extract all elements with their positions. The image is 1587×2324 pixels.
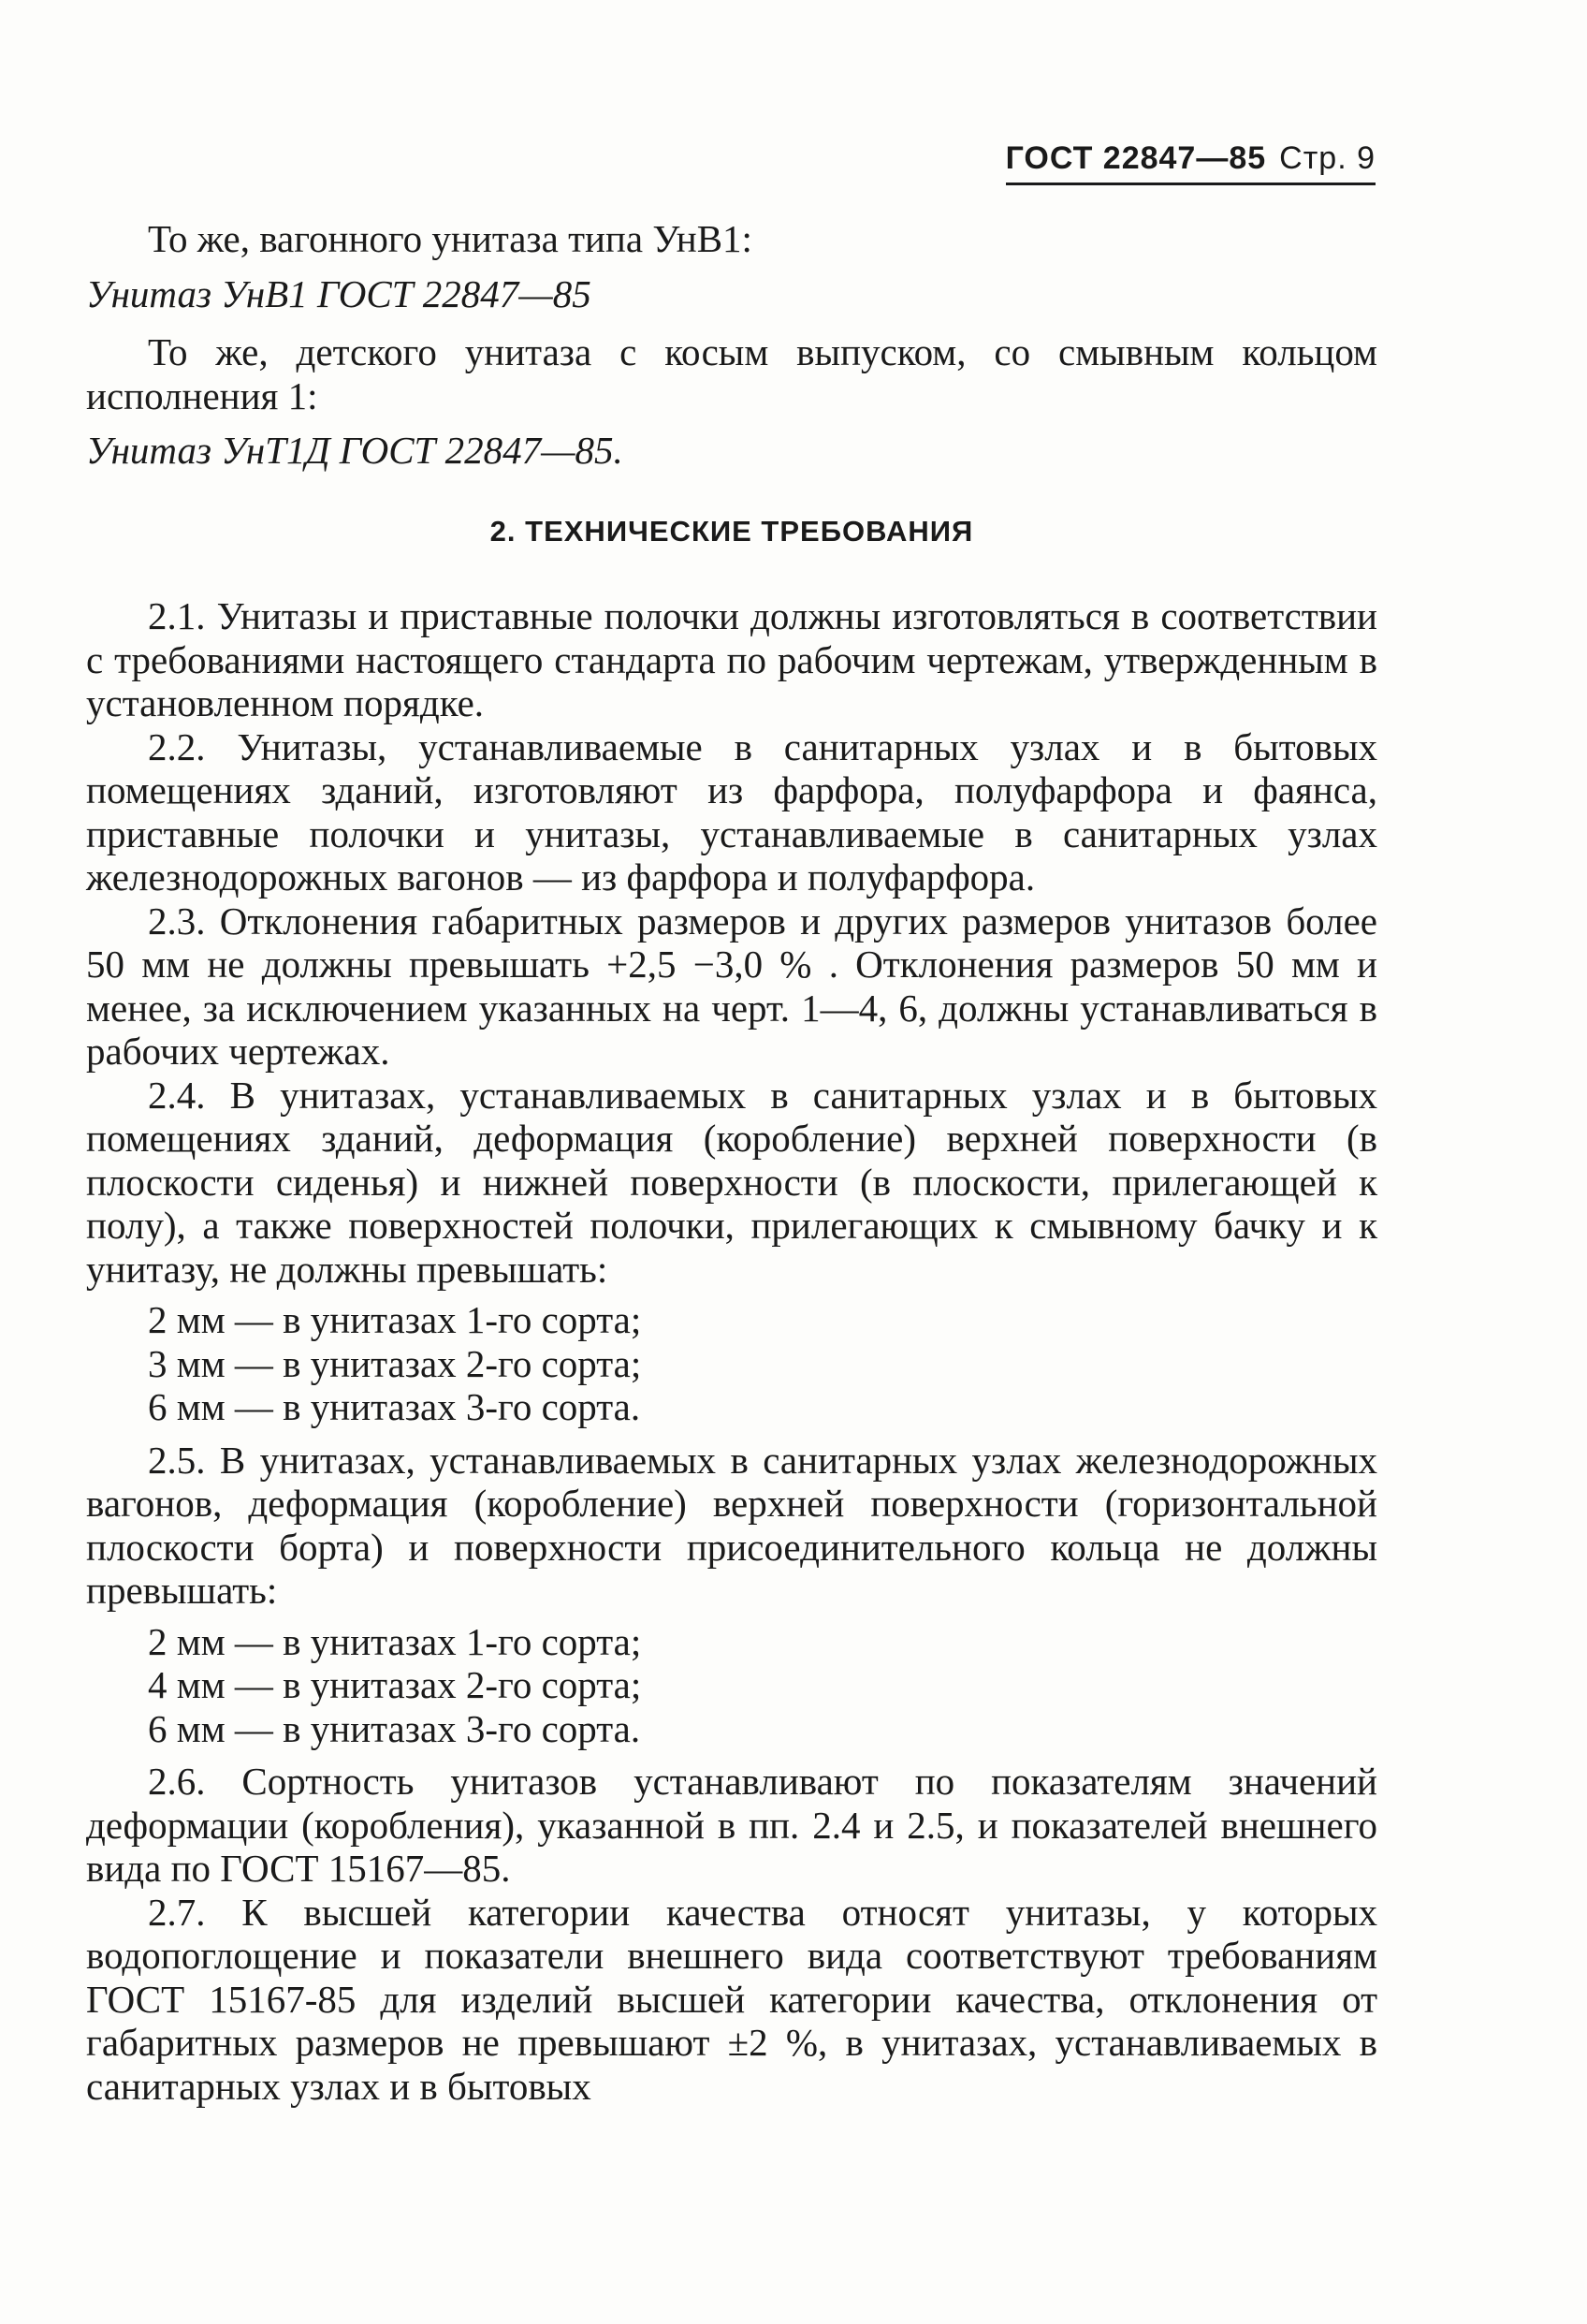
deformation-list-2-4 bbox=[86, 1298, 1377, 1429]
list-item: 4 мм — в унитазах 2-го сорта; bbox=[148, 1663, 642, 1706]
paragraph-2-1: 2.1. Унитазы и приставные полочки должны изготовляться в соответствии с требованиями настоящего стандарта по рабочим чертежам, утвержденным в установленном порядке. bbox=[86, 594, 1377, 724]
standard-number: ГОСТ 22847—85 bbox=[1005, 140, 1267, 176]
paragraph-2-2: 2.2. Унитазы, устанавливаемые в санитарных узлах и в бытовых помещениях зданий, изготовляют из фарфора, полуфарфора и фаянса, приставные полочки и унитазы, устанавливаемые в санитарных узлах железнодорожных вагонов — из фарфора и полуфарфора. bbox=[86, 724, 1377, 899]
list-item: 3 мм — в унитазах 2-го сорта; bbox=[148, 1341, 642, 1385]
paragraph-2-4: 2.4. В унитазах, устанавливаемых в санитарных узлах и в бытовых помещениях зданий, деформация (коробление) верхней поверхности (в плоскости сиденья) и нижней поверхности (в плоскости, прилегающей к полу), а также поверхностей полочки, прилегающих к смывному бачку и к унитазу, не должны превышать: bbox=[86, 1073, 1377, 1291]
intro-line-1: То же, вагонного унитаза типа УнВ1: bbox=[148, 217, 752, 260]
designation-example-1: Унитаз УнВ1 ГОСТ 22847—85 bbox=[86, 271, 591, 315]
section-title: 2. ТЕХНИЧЕСКИЕ ТРЕБОВАНИЯ bbox=[489, 514, 974, 548]
paragraph-2-6: 2.6. Сортность унитазов устанавливают по показателям значений деформации (коробления), указанной в пп. 2.4 и 2.5, и показателей внешнего вида по ГОСТ 15167—85. bbox=[86, 1760, 1377, 1890]
paragraph-2-7: 2.7. К высшей категории качества относят унитазы, у которых водопоглощение и показатели внешнего вида соответствуют требованиям ГОСТ 15167-85 для изделий высшей категории качества, отклонения от габаритных размеров не превышают ±2 %, в унитазах, устанавливаемых в санитарных узлах и в бытовых bbox=[86, 1890, 1377, 2108]
intro-line-2: То же, детского унитаза с косым выпуском, со смывным кольцом исполнения 1: bbox=[86, 330, 1377, 417]
list-item: 6 мм — в унитазах 3-го сорта. bbox=[148, 1385, 641, 1428]
page-header bbox=[1006, 140, 1376, 185]
list-item: 2 мм — в унитазах 1-го сорта; bbox=[148, 1298, 642, 1341]
paragraph-2-5: 2.5. В унитазах, устанавливаемых в санитарных узлах железнодорожных вагонов, деформация (коробление) верхней поверхности (горизонтальной плоскости борта) и поверхности присоединительного кольца не должны превышать: bbox=[86, 1438, 1377, 1612]
list-item: 2 мм — в унитазах 1-го сорта; bbox=[148, 1619, 642, 1663]
designation-example-2: Унитаз УнТ1Д ГОСТ 22847—85. bbox=[86, 429, 623, 472]
list-item: 6 мм — в унитазах 3-го сорта. bbox=[148, 1706, 641, 1750]
deformation-list-2-5 bbox=[86, 1620, 1377, 1751]
page-number: Стр. 9 bbox=[1279, 140, 1376, 176]
paragraph-2-3: 2.3. Отклонения габаритных размеров и других размеров унитазов более 50 мм не должны превышать +2,5 −3,0 % . Отклонения размеров 50 мм и менее, за исключением указанных на черт. 1—4, 6, должны устанавливаться в рабочих чертежах. bbox=[86, 899, 1377, 1073]
document-body bbox=[86, 217, 1377, 2108]
